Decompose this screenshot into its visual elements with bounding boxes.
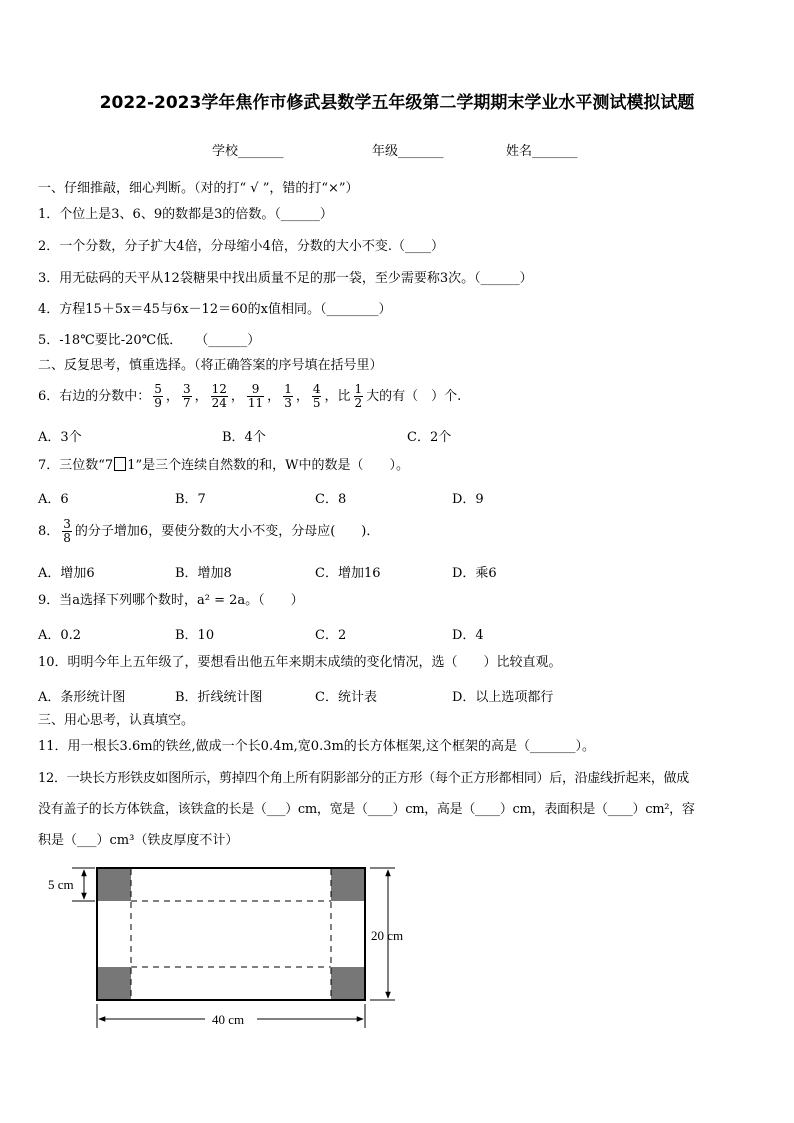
question-4: 4．方程15＋5x＝45与6x－12＝60的x值相同。（________） bbox=[38, 302, 392, 317]
school-field: 学校_______ bbox=[212, 144, 284, 159]
q10-option-c: C．统计表 bbox=[315, 690, 377, 705]
q8-option-b: B．增加8 bbox=[175, 566, 232, 581]
blank-box bbox=[114, 457, 126, 471]
q9-option-c: C．2 bbox=[315, 628, 347, 643]
q7-option-c: C．8 bbox=[315, 492, 347, 507]
q10-option-d: D．以上选项都行 bbox=[452, 690, 554, 705]
corner-square bbox=[98, 967, 131, 999]
q7-option-d: D．9 bbox=[452, 492, 484, 507]
q9-option-b: B．10 bbox=[175, 628, 215, 643]
section-3-heading: 三、用心思考，认真填空。 bbox=[38, 713, 195, 728]
section-1-heading: 一、仔细推敲，细心判断。（对的打“ √ ”，错的打“×”） bbox=[38, 181, 359, 196]
corner-square bbox=[331, 967, 364, 999]
corner-dimension-label: 5 cm bbox=[48, 877, 74, 892]
corner-square bbox=[98, 869, 131, 901]
q7-option-a: A．6 bbox=[38, 492, 69, 507]
fraction: $\frac{4}{5}$ bbox=[312, 382, 321, 410]
fraction-half: $\frac{1}{2}$ bbox=[354, 382, 363, 410]
q8-option-d: D．乘6 bbox=[452, 566, 497, 581]
question-8: 8． $\frac{3}{8}$ 的分子增加6，要使分数的大小不变，分母应( )． bbox=[38, 517, 380, 545]
q10-option-b: B．折线统计图 bbox=[175, 690, 263, 705]
question-12-line-2: 没有盖子的长方体铁盒，该铁盒的长是（___）cm，宽是（____）cm，高是（____）cm，表面积是（____）cm²，容 bbox=[38, 802, 695, 817]
sheet-outline bbox=[97, 868, 365, 1000]
question-9: 9．当a选择下列哪个数时，a² = 2a。（ ） bbox=[38, 593, 304, 608]
question-1: 1．个位上是3、6、9的数都是3的倍数。（______） bbox=[38, 207, 333, 222]
fraction: $\frac{12}{24}$ bbox=[211, 382, 227, 410]
q6-option-c: C．2个 bbox=[407, 430, 452, 445]
q9-option-a: A．0.2 bbox=[38, 628, 82, 643]
fraction: $\frac{3}{8}$ bbox=[63, 517, 71, 545]
sheet-figure bbox=[0, 858, 794, 1038]
q6-option-b: B．4个 bbox=[222, 430, 266, 445]
question-11: 11．用一根长3.6m的铁丝,做成一个长0.4m,宽0.3m的长方体框架,这个框架的高是（_______）。 bbox=[38, 739, 595, 754]
width-dimension-label: 40 cm bbox=[212, 1012, 245, 1027]
grade-field: 年级_______ bbox=[372, 144, 444, 159]
question-10: 10．明明今年上五年级了，要想看出他五年来期末成绩的变化情况，选（ ）比较直观。 bbox=[38, 655, 562, 670]
fraction: $\frac{3}{7}$ bbox=[182, 382, 191, 410]
fraction: $\frac{9}{11}$ bbox=[247, 382, 264, 410]
q6-option-a: A．3个 bbox=[38, 430, 82, 445]
q7-option-b: B．7 bbox=[175, 492, 206, 507]
fraction: $\frac{1}{3}$ bbox=[284, 382, 292, 410]
q8-option-a: A．增加6 bbox=[38, 566, 95, 581]
page-title: 2022-2023学年焦作市修武县数学五年级第二学期期末学业水平测试模拟试题 bbox=[99, 93, 695, 113]
question-2: 2．一个分数，分子扩大4倍，分母缩小4倍，分数的大小不变.（____） bbox=[38, 239, 444, 254]
fraction: $\frac{5}{9}$ bbox=[154, 382, 162, 410]
question-6: 6．右边的分数中： $\frac{5}{9}$ ， $\frac{3}{7}$ ， $\frac{12}{24}$ ， $\frac{9}{11}$ ， $\frac{1}{3}$ ， $\frac{4}{5}$ ，比 $\frac{1}{2}$ 大的有（ ）个. bbox=[38, 382, 462, 410]
question-12-line-3: 积是（___）cm³（铁皮厚度不计） bbox=[38, 833, 239, 848]
question-12-line-1: 12．一块长方形铁皮如图所示，剪掉四个角上所有阴影部分的正方形（每个正方形都相同）后，沿虚线折起来，做成 bbox=[38, 771, 689, 786]
corner-square bbox=[331, 869, 364, 901]
name-field: 姓名_______ bbox=[506, 144, 578, 159]
height-dimension-label: 20 cm bbox=[371, 928, 404, 943]
q6-prefix: 6．右边的分数中： bbox=[38, 389, 151, 404]
section-2-heading: 二、反复思考，慎重选择。（将正确答案的序号填在括号里） bbox=[38, 358, 383, 373]
question-7: 7．三位数“7 1”是三个连续自然数的和，W中的数是（ ）。 bbox=[38, 458, 409, 473]
question-3: 3．用无砝码的天平从12袋糖果中找出质量不足的那一袋，至少需要称3次。（______） bbox=[38, 271, 533, 286]
question-5: 5．-18℃要比-20℃低． （______） bbox=[38, 333, 261, 348]
q9-option-d: D．4 bbox=[452, 628, 484, 643]
q10-option-a: A．条形统计图 bbox=[38, 690, 126, 705]
q8-option-c: C．增加16 bbox=[315, 566, 381, 581]
